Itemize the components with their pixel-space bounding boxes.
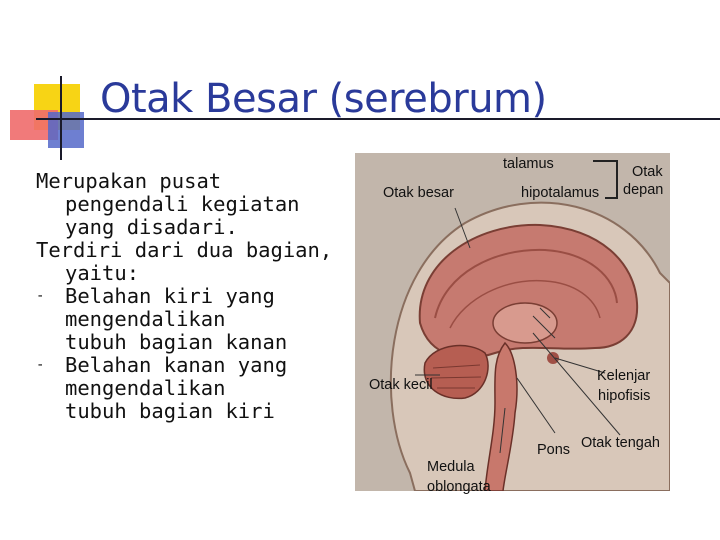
body-line: Merupakan pusat <box>36 169 222 193</box>
label-otak-depan-1: Otak <box>632 164 663 180</box>
label-medula-1: Medula <box>427 459 475 475</box>
label-medula-2: oblongata <box>427 479 491 495</box>
body-line: Terdiri dari dua bagian, <box>36 238 333 262</box>
body-line: yaitu: <box>65 261 140 285</box>
label-otak-tengah: Otak tengah <box>581 435 660 451</box>
pituitary-shape <box>547 352 559 364</box>
body-line: pengendali kegiatan <box>65 192 300 216</box>
bullet-text: Belahan kiri yang <box>65 284 275 308</box>
bullet-item-left <box>36 285 336 308</box>
body-line: tubuh bagian kiri <box>65 399 275 423</box>
body-line: yang disadari. <box>65 215 238 239</box>
bullet-marker: - <box>36 288 45 304</box>
bullet-item-right <box>36 354 336 377</box>
body-line: tubuh bagian kanan <box>65 330 288 354</box>
body-line: mengendalikan <box>65 307 226 331</box>
slide-body <box>36 170 336 423</box>
label-otak-besar: Otak besar <box>383 185 454 201</box>
label-pons: Pons <box>537 442 571 458</box>
label-otak-depan-2: depan <box>623 182 664 198</box>
body-line: mengendalikan <box>65 376 226 400</box>
thalamus-shape <box>493 303 557 343</box>
bullet-text: Belahan kanan yang <box>65 353 288 377</box>
label-kelenjar-2: hipofisis <box>598 388 651 404</box>
bullet-marker: - <box>36 357 45 373</box>
label-hipotalamus: hipotalamus <box>521 185 600 201</box>
slide-title: Otak Besar (serebrum) <box>100 76 547 122</box>
label-talamus: talamus <box>503 156 554 172</box>
label-kelenjar-1: Kelenjar <box>597 368 651 384</box>
label-otak-kecil: Otak kecil <box>369 377 433 393</box>
cerebellum-shape <box>424 346 488 399</box>
brain-diagram <box>355 153 670 495</box>
